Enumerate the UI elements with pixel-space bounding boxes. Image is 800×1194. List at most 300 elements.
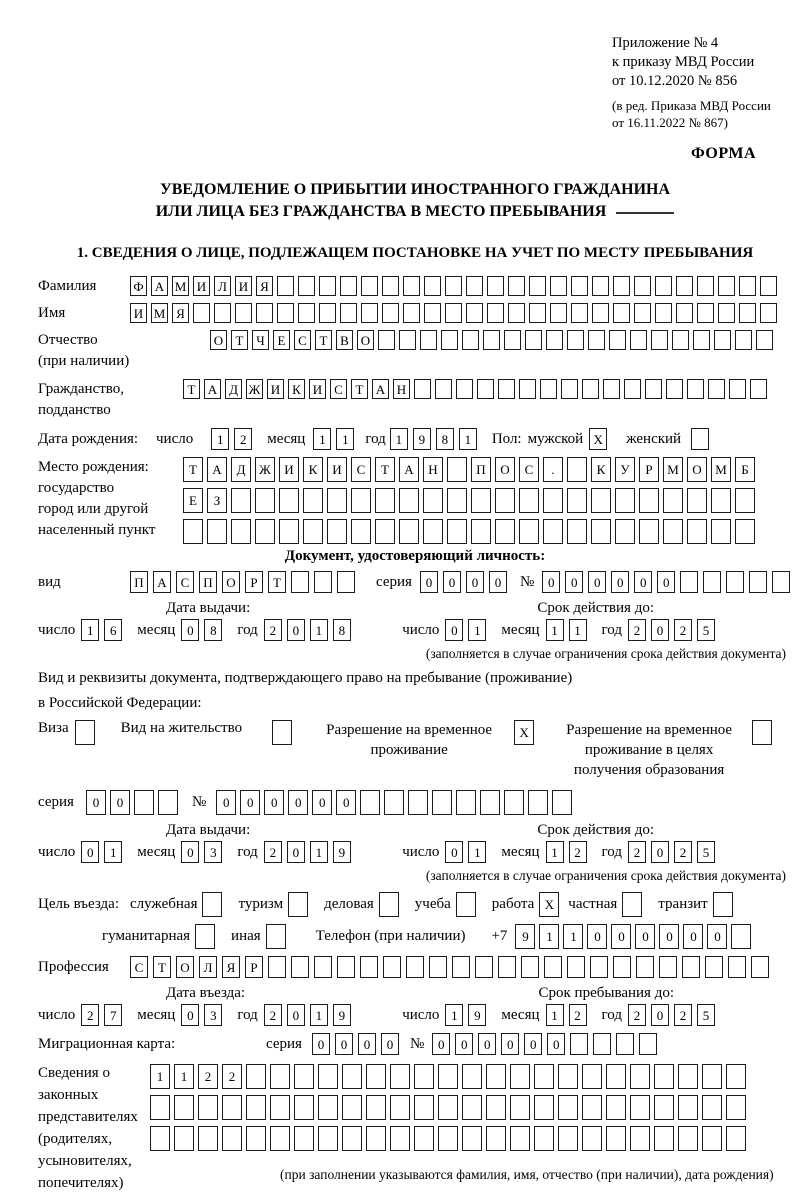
char-cell[interactable]	[327, 488, 347, 513]
char-cell[interactable]	[279, 519, 299, 544]
char-cell[interactable]	[255, 488, 275, 513]
char-cell[interactable]	[713, 892, 733, 917]
char-cell[interactable]: 0	[443, 571, 461, 593]
char-cell[interactable]	[447, 488, 467, 513]
char-cell[interactable]	[582, 1064, 602, 1089]
char-cell[interactable]	[552, 790, 572, 815]
char-cell[interactable]	[735, 330, 752, 350]
char-cell[interactable]: Л	[199, 956, 217, 978]
char-cell[interactable]	[390, 1064, 410, 1089]
char-cell[interactable]	[630, 330, 647, 350]
char-cell[interactable]	[447, 457, 467, 482]
char-cell[interactable]: 8	[204, 619, 222, 641]
char-cell[interactable]: Ф	[130, 276, 147, 296]
char-cell[interactable]: Р	[245, 956, 263, 978]
char-cell[interactable]	[711, 488, 731, 513]
char-cell[interactable]: 2	[264, 619, 282, 641]
char-cell[interactable]: 1	[81, 619, 99, 641]
char-cell[interactable]	[231, 519, 251, 544]
char-cell[interactable]: Е	[273, 330, 290, 350]
char-cell[interactable]	[399, 330, 416, 350]
char-cell[interactable]: М	[663, 457, 683, 482]
char-cell[interactable]	[591, 519, 611, 544]
char-cell[interactable]	[622, 892, 642, 917]
char-cell[interactable]	[222, 1095, 242, 1120]
char-cell[interactable]: С	[519, 457, 539, 482]
char-cell[interactable]	[423, 519, 443, 544]
char-cell[interactable]: А	[372, 379, 389, 399]
char-cell[interactable]	[521, 956, 539, 978]
char-cell[interactable]: Я	[256, 276, 273, 296]
char-cell[interactable]	[705, 956, 723, 978]
char-cell[interactable]: 1	[468, 619, 486, 641]
char-cell[interactable]	[682, 956, 700, 978]
char-cell[interactable]	[314, 571, 332, 593]
char-cell[interactable]	[198, 1126, 218, 1151]
char-cell[interactable]	[361, 303, 378, 323]
char-cell[interactable]	[697, 303, 714, 323]
char-cell[interactable]	[342, 1095, 362, 1120]
char-cell[interactable]	[379, 892, 399, 917]
char-cell[interactable]: 0	[86, 790, 106, 815]
char-cell[interactable]	[447, 519, 467, 544]
char-cell[interactable]	[340, 276, 357, 296]
char-cell[interactable]	[424, 303, 441, 323]
char-cell[interactable]	[403, 303, 420, 323]
char-cell[interactable]: 5	[697, 841, 715, 863]
char-cell[interactable]	[582, 1095, 602, 1120]
char-cell[interactable]: В	[336, 330, 353, 350]
char-cell[interactable]	[294, 1095, 314, 1120]
char-cell[interactable]	[639, 1033, 657, 1055]
char-cell[interactable]	[687, 519, 707, 544]
char-cell[interactable]	[726, 1064, 746, 1089]
char-cell[interactable]: 0	[240, 790, 260, 815]
char-cell[interactable]: 1	[445, 1004, 463, 1026]
char-cell[interactable]	[342, 1126, 362, 1151]
char-cell[interactable]	[672, 330, 689, 350]
char-cell[interactable]: 0	[588, 571, 606, 593]
char-cell[interactable]	[483, 330, 500, 350]
char-cell[interactable]: А	[153, 571, 171, 593]
char-cell[interactable]	[202, 892, 222, 917]
char-cell[interactable]: 1	[546, 619, 564, 641]
char-cell[interactable]	[645, 379, 662, 399]
char-cell[interactable]: А	[207, 457, 227, 482]
char-cell[interactable]	[183, 519, 203, 544]
char-cell[interactable]: Т	[183, 457, 203, 482]
char-cell[interactable]	[399, 519, 419, 544]
char-cell[interactable]	[571, 276, 588, 296]
char-cell[interactable]	[462, 1064, 482, 1089]
char-cell[interactable]: 2	[674, 1004, 692, 1026]
char-cell[interactable]	[567, 330, 584, 350]
char-cell[interactable]	[630, 1126, 650, 1151]
char-cell[interactable]: 0	[287, 841, 305, 863]
char-cell[interactable]	[639, 488, 659, 513]
char-cell[interactable]: X	[514, 720, 534, 745]
char-cell[interactable]	[711, 519, 731, 544]
char-cell[interactable]: П	[471, 457, 491, 482]
char-cell[interactable]: О	[687, 457, 707, 482]
char-cell[interactable]	[288, 892, 308, 917]
char-cell[interactable]	[475, 956, 493, 978]
char-cell[interactable]	[687, 379, 704, 399]
char-cell[interactable]	[466, 303, 483, 323]
char-cell[interactable]	[702, 1095, 722, 1120]
char-cell[interactable]	[590, 956, 608, 978]
char-cell[interactable]: З	[207, 488, 227, 513]
char-cell[interactable]: Д	[225, 379, 242, 399]
char-cell[interactable]	[543, 519, 563, 544]
char-cell[interactable]	[319, 276, 336, 296]
char-cell[interactable]	[366, 1095, 386, 1120]
char-cell[interactable]	[498, 379, 515, 399]
char-cell[interactable]	[654, 1064, 674, 1089]
char-cell[interactable]: Р	[639, 457, 659, 482]
char-cell[interactable]: С	[176, 571, 194, 593]
char-cell[interactable]	[231, 488, 251, 513]
char-cell[interactable]	[567, 956, 585, 978]
char-cell[interactable]	[543, 488, 563, 513]
char-cell[interactable]	[366, 1126, 386, 1151]
char-cell[interactable]	[75, 720, 95, 745]
char-cell[interactable]: 1	[310, 841, 328, 863]
char-cell[interactable]	[593, 1033, 611, 1055]
char-cell[interactable]: Л	[214, 276, 231, 296]
char-cell[interactable]: 0	[659, 924, 679, 949]
char-cell[interactable]: 0	[466, 571, 484, 593]
char-cell[interactable]: 1	[539, 924, 559, 949]
char-cell[interactable]	[222, 1126, 242, 1151]
char-cell[interactable]	[592, 276, 609, 296]
char-cell[interactable]: 2	[674, 841, 692, 863]
char-cell[interactable]: 9	[413, 428, 431, 450]
char-cell[interactable]	[714, 330, 731, 350]
char-cell[interactable]: 0	[478, 1033, 496, 1055]
char-cell[interactable]: 1	[150, 1064, 170, 1089]
char-cell[interactable]: 0	[335, 1033, 353, 1055]
char-cell[interactable]: 0	[587, 924, 607, 949]
char-cell[interactable]: П	[130, 571, 148, 593]
char-cell[interactable]	[383, 956, 401, 978]
char-cell[interactable]	[294, 1064, 314, 1089]
char-cell[interactable]	[438, 1126, 458, 1151]
char-cell[interactable]	[498, 956, 516, 978]
char-cell[interactable]	[246, 1126, 266, 1151]
char-cell[interactable]: 0	[420, 571, 438, 593]
char-cell[interactable]	[728, 956, 746, 978]
char-cell[interactable]	[298, 276, 315, 296]
char-cell[interactable]: 1	[310, 619, 328, 641]
char-cell[interactable]	[544, 956, 562, 978]
char-cell[interactable]: 0	[312, 790, 332, 815]
char-cell[interactable]: 2	[198, 1064, 218, 1089]
char-cell[interactable]: 0	[683, 924, 703, 949]
char-cell[interactable]: 0	[432, 1033, 450, 1055]
char-cell[interactable]	[729, 379, 746, 399]
char-cell[interactable]: С	[294, 330, 311, 350]
char-cell[interactable]	[255, 519, 275, 544]
char-cell[interactable]	[735, 519, 755, 544]
char-cell[interactable]	[735, 488, 755, 513]
char-cell[interactable]: Ж	[255, 457, 275, 482]
char-cell[interactable]	[390, 1126, 410, 1151]
char-cell[interactable]: 1	[546, 1004, 564, 1026]
char-cell[interactable]: 0	[524, 1033, 542, 1055]
char-cell[interactable]	[337, 571, 355, 593]
char-cell[interactable]	[487, 276, 504, 296]
char-cell[interactable]: О	[210, 330, 227, 350]
char-cell[interactable]	[382, 303, 399, 323]
char-cell[interactable]	[613, 303, 630, 323]
char-cell[interactable]: 0	[635, 924, 655, 949]
char-cell[interactable]	[558, 1095, 578, 1120]
char-cell[interactable]	[561, 379, 578, 399]
char-cell[interactable]	[739, 276, 756, 296]
char-cell[interactable]	[414, 379, 431, 399]
char-cell[interactable]: 9	[333, 1004, 351, 1026]
char-cell[interactable]	[456, 892, 476, 917]
char-cell[interactable]: 0	[542, 571, 560, 593]
char-cell[interactable]	[432, 790, 452, 815]
char-cell[interactable]	[678, 1126, 698, 1151]
char-cell[interactable]	[528, 790, 548, 815]
char-cell[interactable]	[270, 1064, 290, 1089]
char-cell[interactable]: 2	[628, 1004, 646, 1026]
char-cell[interactable]	[519, 519, 539, 544]
char-cell[interactable]	[691, 428, 709, 450]
char-cell[interactable]: 2	[264, 1004, 282, 1026]
char-cell[interactable]	[303, 519, 323, 544]
char-cell[interactable]: К	[303, 457, 323, 482]
char-cell[interactable]: 0	[312, 1033, 330, 1055]
char-cell[interactable]	[366, 1064, 386, 1089]
char-cell[interactable]	[214, 303, 231, 323]
char-cell[interactable]	[739, 303, 756, 323]
char-cell[interactable]: 9	[333, 841, 351, 863]
char-cell[interactable]	[360, 790, 380, 815]
char-cell[interactable]	[510, 1126, 530, 1151]
char-cell[interactable]: 2	[222, 1064, 242, 1089]
char-cell[interactable]	[659, 956, 677, 978]
char-cell[interactable]	[571, 303, 588, 323]
char-cell[interactable]	[651, 330, 668, 350]
char-cell[interactable]	[752, 720, 772, 745]
char-cell[interactable]: А	[204, 379, 221, 399]
char-cell[interactable]	[615, 519, 635, 544]
char-cell[interactable]	[375, 519, 395, 544]
char-cell[interactable]	[462, 1126, 482, 1151]
char-cell[interactable]	[195, 924, 215, 949]
char-cell[interactable]	[246, 1095, 266, 1120]
char-cell[interactable]	[406, 956, 424, 978]
char-cell[interactable]	[272, 720, 292, 745]
char-cell[interactable]: Я	[172, 303, 189, 323]
char-cell[interactable]: О	[176, 956, 194, 978]
char-cell[interactable]: 1	[310, 1004, 328, 1026]
char-cell[interactable]	[277, 303, 294, 323]
char-cell[interactable]	[616, 1033, 634, 1055]
char-cell[interactable]	[384, 790, 404, 815]
char-cell[interactable]	[718, 276, 735, 296]
char-cell[interactable]	[603, 379, 620, 399]
char-cell[interactable]	[318, 1126, 338, 1151]
char-cell[interactable]	[534, 1126, 554, 1151]
char-cell[interactable]	[508, 276, 525, 296]
char-cell[interactable]	[342, 1064, 362, 1089]
char-cell[interactable]: И	[309, 379, 326, 399]
char-cell[interactable]	[174, 1095, 194, 1120]
char-cell[interactable]: 8	[333, 619, 351, 641]
char-cell[interactable]: 9	[468, 1004, 486, 1026]
char-cell[interactable]	[456, 790, 476, 815]
char-cell[interactable]: 0	[501, 1033, 519, 1055]
char-cell[interactable]: С	[351, 457, 371, 482]
char-cell[interactable]	[207, 519, 227, 544]
char-cell[interactable]: М	[172, 276, 189, 296]
char-cell[interactable]	[606, 1064, 626, 1089]
char-cell[interactable]: 2	[264, 841, 282, 863]
char-cell[interactable]: 3	[204, 841, 222, 863]
char-cell[interactable]	[558, 1064, 578, 1089]
char-cell[interactable]	[634, 276, 651, 296]
char-cell[interactable]	[378, 330, 395, 350]
char-cell[interactable]: М	[151, 303, 168, 323]
char-cell[interactable]	[403, 276, 420, 296]
char-cell[interactable]	[550, 303, 567, 323]
char-cell[interactable]: 5	[697, 1004, 715, 1026]
char-cell[interactable]: 0	[707, 924, 727, 949]
char-cell[interactable]	[726, 1126, 746, 1151]
char-cell[interactable]	[361, 276, 378, 296]
char-cell[interactable]	[592, 303, 609, 323]
char-cell[interactable]: Ч	[252, 330, 269, 350]
char-cell[interactable]: 0	[489, 571, 507, 593]
char-cell[interactable]	[655, 276, 672, 296]
char-cell[interactable]: 0	[611, 571, 629, 593]
char-cell[interactable]	[525, 330, 542, 350]
char-cell[interactable]	[235, 303, 252, 323]
char-cell[interactable]	[591, 488, 611, 513]
char-cell[interactable]: 1	[563, 924, 583, 949]
char-cell[interactable]: 0	[445, 841, 463, 863]
char-cell[interactable]: Т	[153, 956, 171, 978]
char-cell[interactable]: 0	[288, 790, 308, 815]
char-cell[interactable]	[486, 1095, 506, 1120]
char-cell[interactable]	[567, 488, 587, 513]
char-cell[interactable]	[390, 1095, 410, 1120]
char-cell[interactable]	[630, 1095, 650, 1120]
char-cell[interactable]	[702, 1064, 722, 1089]
char-cell[interactable]: 0	[181, 1004, 199, 1026]
char-cell[interactable]: 1	[313, 428, 331, 450]
char-cell[interactable]: Я	[222, 956, 240, 978]
char-cell[interactable]	[150, 1126, 170, 1151]
char-cell[interactable]: О	[495, 457, 515, 482]
char-cell[interactable]	[134, 790, 154, 815]
char-cell[interactable]	[703, 571, 721, 593]
char-cell[interactable]	[654, 1126, 674, 1151]
char-cell[interactable]	[246, 1064, 266, 1089]
char-cell[interactable]	[375, 488, 395, 513]
char-cell[interactable]: Р	[245, 571, 263, 593]
char-cell[interactable]	[639, 519, 659, 544]
char-cell[interactable]: С	[130, 956, 148, 978]
char-cell[interactable]	[676, 276, 693, 296]
char-cell[interactable]: X	[589, 428, 607, 450]
char-cell[interactable]: 0	[358, 1033, 376, 1055]
char-cell[interactable]	[487, 303, 504, 323]
char-cell[interactable]: 0	[287, 619, 305, 641]
char-cell[interactable]: .	[543, 457, 563, 482]
char-cell[interactable]: Т	[315, 330, 332, 350]
char-cell[interactable]	[399, 488, 419, 513]
char-cell[interactable]	[655, 303, 672, 323]
char-cell[interactable]	[708, 379, 725, 399]
char-cell[interactable]	[340, 303, 357, 323]
char-cell[interactable]: 0	[651, 1004, 669, 1026]
char-cell[interactable]	[529, 303, 546, 323]
char-cell[interactable]	[314, 956, 332, 978]
char-cell[interactable]	[606, 1126, 626, 1151]
char-cell[interactable]	[726, 1095, 746, 1120]
char-cell[interactable]: 1	[459, 428, 477, 450]
char-cell[interactable]	[270, 1095, 290, 1120]
char-cell[interactable]	[495, 488, 515, 513]
char-cell[interactable]: 0	[181, 841, 199, 863]
char-cell[interactable]	[508, 303, 525, 323]
char-cell[interactable]: 1	[546, 841, 564, 863]
char-cell[interactable]	[477, 379, 494, 399]
char-cell[interactable]	[351, 488, 371, 513]
char-cell[interactable]	[582, 1126, 602, 1151]
char-cell[interactable]	[423, 488, 443, 513]
char-cell[interactable]: 2	[628, 841, 646, 863]
char-cell[interactable]	[510, 1064, 530, 1089]
char-cell[interactable]	[609, 330, 626, 350]
char-cell[interactable]: 0	[181, 619, 199, 641]
char-cell[interactable]	[676, 303, 693, 323]
char-cell[interactable]: Т	[183, 379, 200, 399]
char-cell[interactable]	[731, 924, 751, 949]
char-cell[interactable]: И	[327, 457, 347, 482]
char-cell[interactable]: 6	[104, 619, 122, 641]
char-cell[interactable]	[318, 1095, 338, 1120]
char-cell[interactable]	[471, 488, 491, 513]
char-cell[interactable]	[751, 956, 769, 978]
char-cell[interactable]	[567, 519, 587, 544]
char-cell[interactable]: 0	[81, 841, 99, 863]
char-cell[interactable]	[504, 790, 524, 815]
char-cell[interactable]: 0	[264, 790, 284, 815]
char-cell[interactable]: 2	[234, 428, 252, 450]
char-cell[interactable]: 0	[651, 841, 669, 863]
char-cell[interactable]: 2	[81, 1004, 99, 1026]
char-cell[interactable]	[445, 276, 462, 296]
char-cell[interactable]: И	[235, 276, 252, 296]
char-cell[interactable]	[630, 1064, 650, 1089]
char-cell[interactable]: О	[357, 330, 374, 350]
char-cell[interactable]	[582, 379, 599, 399]
char-cell[interactable]: 7	[104, 1004, 122, 1026]
char-cell[interactable]	[445, 303, 462, 323]
char-cell[interactable]	[279, 488, 299, 513]
char-cell[interactable]	[504, 330, 521, 350]
char-cell[interactable]: X	[539, 892, 559, 917]
char-cell[interactable]: 1	[104, 841, 122, 863]
char-cell[interactable]: 5	[697, 619, 715, 641]
